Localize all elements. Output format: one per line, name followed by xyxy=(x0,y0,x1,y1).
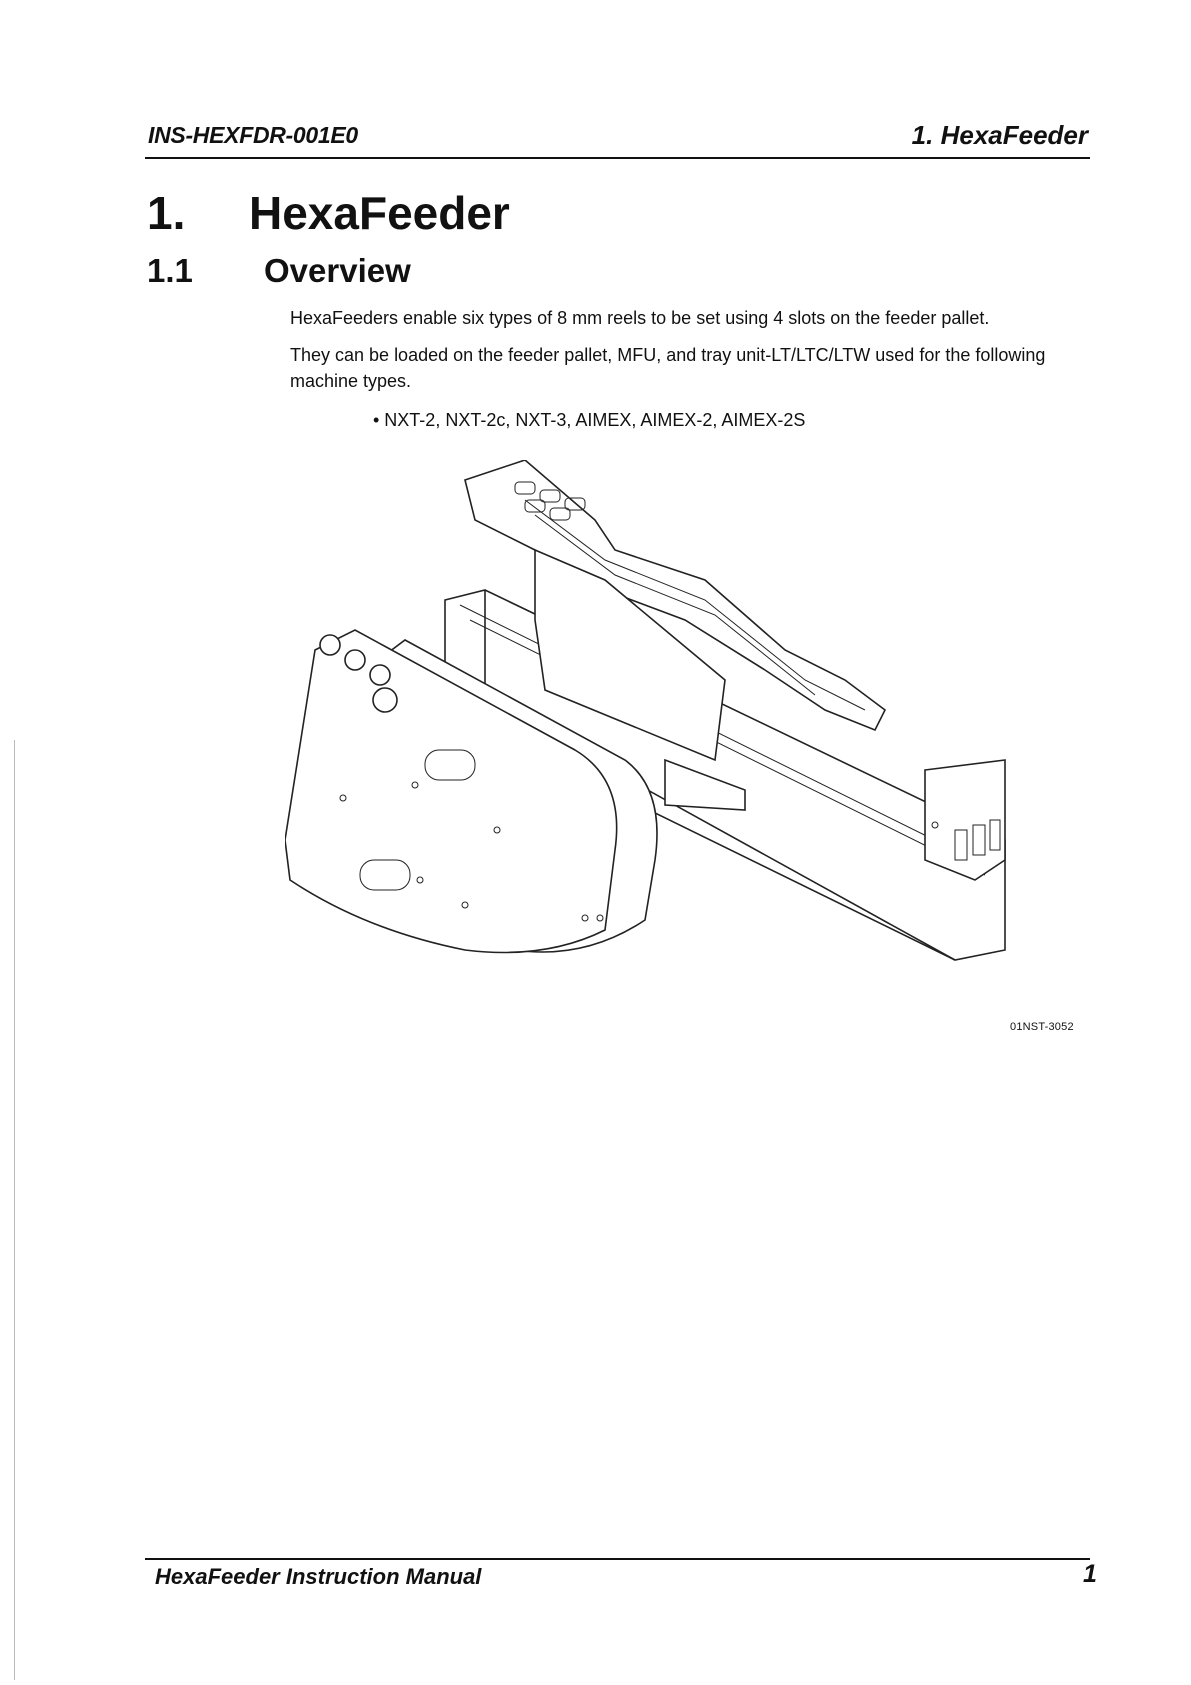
chapter-title: HexaFeeder xyxy=(249,187,510,239)
chapter-number: 1. xyxy=(147,187,186,239)
footer-page-number: 1 xyxy=(1083,1560,1097,1588)
footer-manual-title: HexaFeeder Instruction Manual xyxy=(155,1564,482,1589)
section-title: Overview xyxy=(264,252,411,289)
hexafeeder-illustration xyxy=(285,460,1105,1040)
overview-paragraph-2: They can be loaded on the feeder pallet, MFU, and tray unit-LT/LTC/LTW used for the following machine types. xyxy=(290,345,1046,391)
roller xyxy=(370,665,390,685)
header-rule xyxy=(145,157,1090,159)
figure-code: 01NST-3052 xyxy=(1010,1021,1074,1033)
header-section-title: 1. HexaFeeder xyxy=(911,120,1088,150)
footer-rule xyxy=(145,1558,1090,1560)
roller xyxy=(320,635,340,655)
roller xyxy=(373,688,397,712)
overview-paragraph-1: HexaFeeders enable six types of 8 mm reels to be set using 4 slots on the feeder pallet. xyxy=(290,308,990,328)
machine-types-bullet: • NXT-2, NXT-2c, NXT-3, AIMEX, AIMEX-2, AIMEX-2S xyxy=(373,410,806,430)
header-doc-code: INS-HEXFDR-001E0 xyxy=(148,122,358,148)
scan-margin-line xyxy=(14,740,15,1680)
section-number: 1.1 xyxy=(147,252,193,289)
roller xyxy=(345,650,365,670)
